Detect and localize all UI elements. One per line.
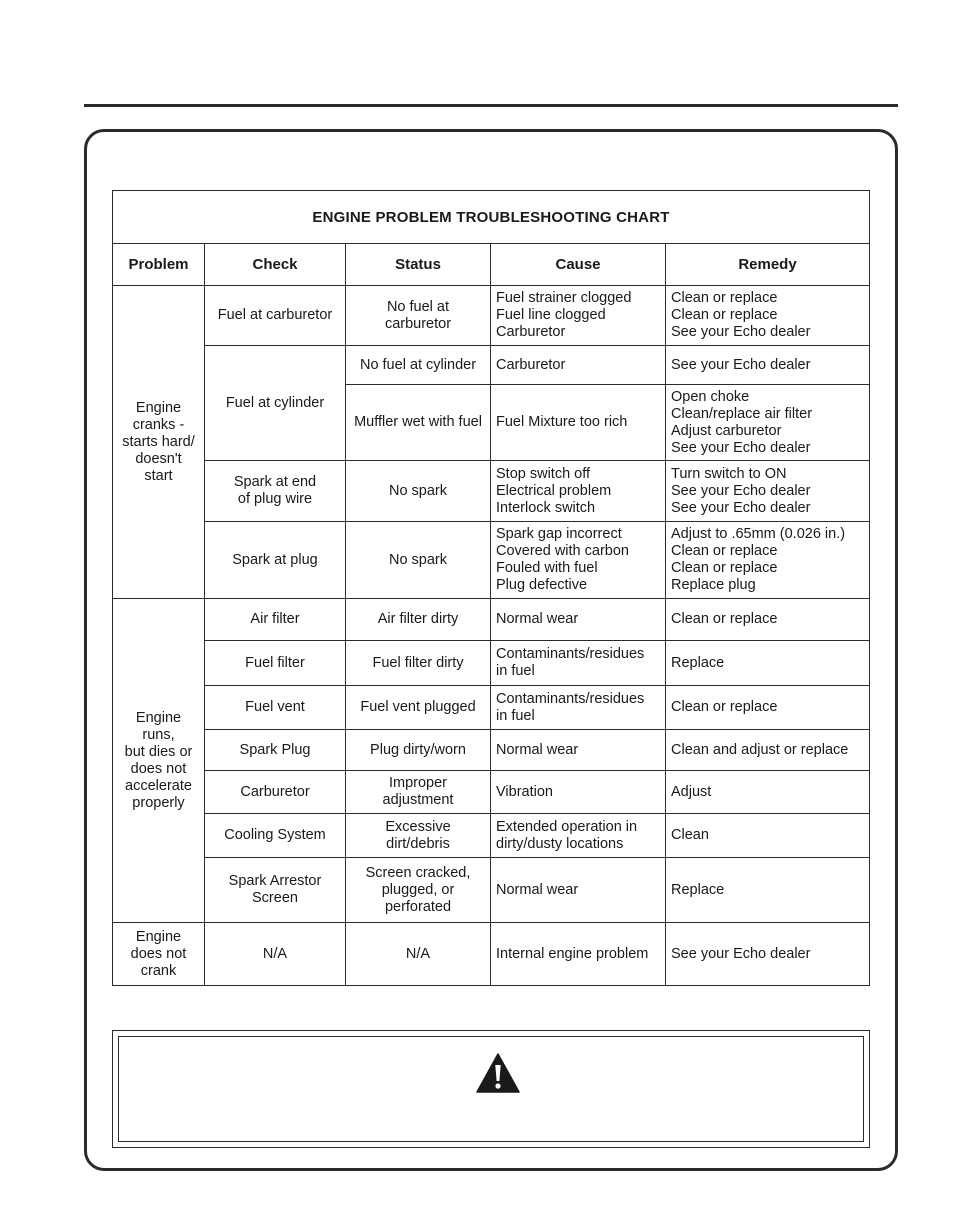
table-row: [113, 641, 870, 686]
table-row: [113, 923, 870, 986]
status-cell: [346, 385, 491, 461]
cell-line: doesn't: [135, 450, 182, 467]
cell-line: Plug dirty/worn: [370, 741, 466, 758]
cause-cell: [491, 730, 666, 771]
remedy-cell: [666, 641, 870, 686]
cell-line: crank: [140, 962, 177, 979]
table-row: [113, 686, 870, 730]
cell-line: adjustment: [382, 792, 454, 808]
status-cell: [346, 858, 491, 923]
cell-line: Spark gap incorrect: [496, 526, 622, 542]
cell-line: Vibration: [496, 783, 553, 800]
cell-line: does not: [130, 760, 187, 777]
cell-line: See your Echo dealer: [671, 356, 811, 373]
cause-cell: [491, 858, 666, 923]
cell-line: Spark at plug: [232, 551, 318, 568]
cell-line: N/A: [405, 945, 431, 962]
cell-line: See your Echo dealer: [671, 439, 811, 456]
chart-title: ENGINE PROBLEM TROUBLESHOOTING CHART: [113, 191, 870, 244]
cause-cell: [491, 346, 666, 385]
remedy-cell: [666, 771, 870, 814]
problem-cell: [113, 923, 205, 986]
status-cell: [346, 346, 491, 385]
cell-line: Air filter dirty: [377, 611, 459, 627]
cell-line: Fuel Mixture too rich: [496, 414, 628, 430]
cell-line: See your Echo dealer: [671, 499, 811, 516]
cell-line: cranks -: [132, 416, 185, 433]
header-check: Check: [205, 244, 346, 286]
cause-cell: [491, 923, 666, 986]
cell-line: No spark: [388, 482, 448, 499]
remedy-cell: [666, 461, 870, 522]
cell-line: dirty/dusty locations: [496, 835, 624, 852]
cell-line: Carburetor: [496, 324, 566, 340]
status-cell: [346, 641, 491, 686]
cell-line: starts hard/: [122, 433, 195, 450]
cause-cell: [491, 461, 666, 522]
remedy-cell: [666, 286, 870, 346]
top-rule: [84, 104, 898, 107]
table-row: [113, 286, 870, 346]
cell-line: Open choke: [671, 388, 750, 405]
check-cell: [205, 461, 346, 522]
table-row: [113, 599, 870, 641]
cell-line: perforated: [384, 898, 452, 915]
remedy-cell: [666, 923, 870, 986]
cause-cell: [491, 771, 666, 814]
check-cell: [205, 641, 346, 686]
cell-line: Clean or replace: [671, 699, 778, 715]
header-remedy: Remedy: [666, 244, 870, 286]
cell-line: Clean/replace air filter: [671, 405, 813, 422]
table-row: [113, 814, 870, 858]
cell-line: in fuel: [496, 663, 535, 679]
cell-line: Improper: [388, 775, 448, 791]
cell-line: Spark Plug: [239, 741, 311, 758]
cell-line: Clean or replace: [671, 543, 778, 559]
cell-line: Internal engine problem: [496, 945, 649, 962]
status-cell: [346, 461, 491, 522]
cell-line: Cooling System: [224, 827, 326, 843]
cell-line: Fuel at cylinder: [225, 394, 325, 411]
cell-line: Muffler wet with fuel: [354, 414, 482, 430]
remedy-cell: [666, 730, 870, 771]
cell-line: Fuel vent plugged: [360, 699, 476, 715]
problem-cell: [113, 286, 205, 599]
table-row: [113, 346, 870, 385]
check-cell: [205, 814, 346, 858]
warning-triangle-icon: [476, 1053, 520, 1093]
cell-line: Engine: [135, 399, 182, 416]
cell-line: See your Echo dealer: [671, 945, 811, 962]
cell-line: Covered with carbon: [496, 543, 629, 559]
status-cell: [346, 286, 491, 346]
cell-line: Clean or replace: [671, 290, 778, 306]
cell-line: Fouled with fuel: [496, 560, 598, 576]
check-cell: [205, 599, 346, 641]
cell-line: Normal wear: [496, 881, 579, 898]
check-cell: [205, 923, 346, 986]
cell-line: Clean or replace: [671, 307, 778, 323]
remedy-cell: [666, 858, 870, 923]
header-status: Status: [346, 244, 491, 286]
remedy-cell: [666, 346, 870, 385]
cell-line: dirt/debris: [386, 835, 450, 852]
cell-line: start: [144, 467, 173, 484]
cell-line: Clean and adjust or replace: [671, 741, 849, 758]
cell-line: Electrical problem: [496, 482, 612, 499]
table-row: [113, 858, 870, 923]
cell-line: Normal wear: [496, 611, 579, 627]
cell-line: See your Echo dealer: [671, 324, 811, 340]
cause-cell: [491, 641, 666, 686]
cause-cell: [491, 385, 666, 461]
cell-line: Screen: [252, 890, 298, 906]
check-cell: [205, 858, 346, 923]
status-cell: [346, 686, 491, 730]
cell-line: Fuel vent: [245, 699, 305, 715]
cell-line: Air filter: [250, 611, 300, 627]
check-cell: [205, 730, 346, 771]
check-cell: [205, 686, 346, 730]
cell-line: Adjust carburetor: [671, 422, 782, 439]
cell-line: Adjust: [671, 783, 712, 800]
cell-line: in fuel: [496, 707, 535, 724]
remedy-cell: [666, 814, 870, 858]
cell-line: Spark Arrestor: [228, 873, 322, 889]
cell-line: Fuel filter dirty: [372, 654, 464, 671]
cell-line: Fuel strainer clogged: [496, 290, 632, 306]
cell-line: No fuel at cylinder: [359, 356, 477, 373]
cell-line: Carburetor: [240, 783, 310, 800]
cell-line: Carburetor: [496, 356, 566, 373]
cell-line: Engine: [135, 928, 182, 945]
check-cell: [205, 346, 346, 461]
cause-cell: [491, 814, 666, 858]
cell-line: Normal wear: [496, 741, 579, 758]
status-cell: [346, 923, 491, 986]
cell-line: Contaminants/residues: [496, 690, 645, 707]
check-cell: [205, 522, 346, 599]
header-problem: Problem: [113, 244, 205, 286]
cell-line: carburetor: [384, 315, 452, 332]
cause-cell: [491, 686, 666, 730]
cell-line: Spark at end: [233, 474, 317, 490]
status-cell: [346, 771, 491, 814]
remedy-cell: [666, 686, 870, 730]
table-row: [113, 730, 870, 771]
cell-line: Excessive: [385, 818, 451, 835]
cell-line: Stop switch off: [496, 465, 591, 482]
cell-line: does not: [130, 945, 187, 962]
remedy-cell: [666, 385, 870, 461]
cell-line: runs,: [142, 726, 175, 743]
cell-line: Clean: [671, 827, 709, 843]
cell-line: plugged, or: [381, 881, 455, 898]
cell-line: No fuel at: [386, 298, 450, 315]
cell-line: accelerate: [125, 777, 192, 794]
cell-line: Engine: [135, 709, 182, 726]
warning-box-inner: [118, 1036, 864, 1142]
cell-line: Clean or replace: [671, 611, 778, 627]
header-cause: Cause: [491, 244, 666, 286]
cell-line: Plug defective: [496, 577, 588, 593]
cell-line: of plug wire: [237, 491, 313, 507]
cell-line: No spark: [388, 551, 448, 568]
cell-line: properly: [132, 794, 185, 811]
cell-line: N/A: [262, 945, 288, 962]
cell-line: Clean or replace: [671, 560, 778, 576]
cause-cell: [491, 286, 666, 346]
cell-line: See your Echo dealer: [671, 482, 811, 499]
check-cell: [205, 771, 346, 814]
cell-line: Adjust to .65mm (0.026 in.): [671, 526, 846, 542]
table-row: [113, 522, 870, 599]
cell-line: Extended operation in: [496, 818, 638, 835]
troubleshooting-chart: [112, 190, 870, 986]
cause-cell: [491, 522, 666, 599]
status-cell: [346, 814, 491, 858]
cell-line: Replace: [671, 654, 725, 671]
cell-line: Fuel filter: [245, 654, 305, 671]
status-cell: [346, 730, 491, 771]
cell-line: Turn switch to ON: [671, 465, 787, 482]
cell-line: Replace: [671, 881, 725, 898]
cell-line: Interlock switch: [496, 499, 596, 516]
check-cell: [205, 286, 346, 346]
cell-line: Fuel at carburetor: [217, 307, 333, 323]
problem-cell: [113, 599, 205, 923]
cell-line: Fuel line clogged: [496, 307, 606, 323]
cell-line: Replace plug: [671, 577, 756, 593]
cause-cell: [491, 599, 666, 641]
status-cell: [346, 599, 491, 641]
table-row: [113, 771, 870, 814]
cell-line: Screen cracked,: [365, 864, 471, 881]
cell-line: Contaminants/residues: [496, 646, 645, 662]
cell-line: but dies or: [124, 743, 193, 760]
status-cell: [346, 522, 491, 599]
table-row: [113, 461, 870, 522]
remedy-cell: [666, 599, 870, 641]
warning-box: [112, 1030, 870, 1148]
remedy-cell: [666, 522, 870, 599]
